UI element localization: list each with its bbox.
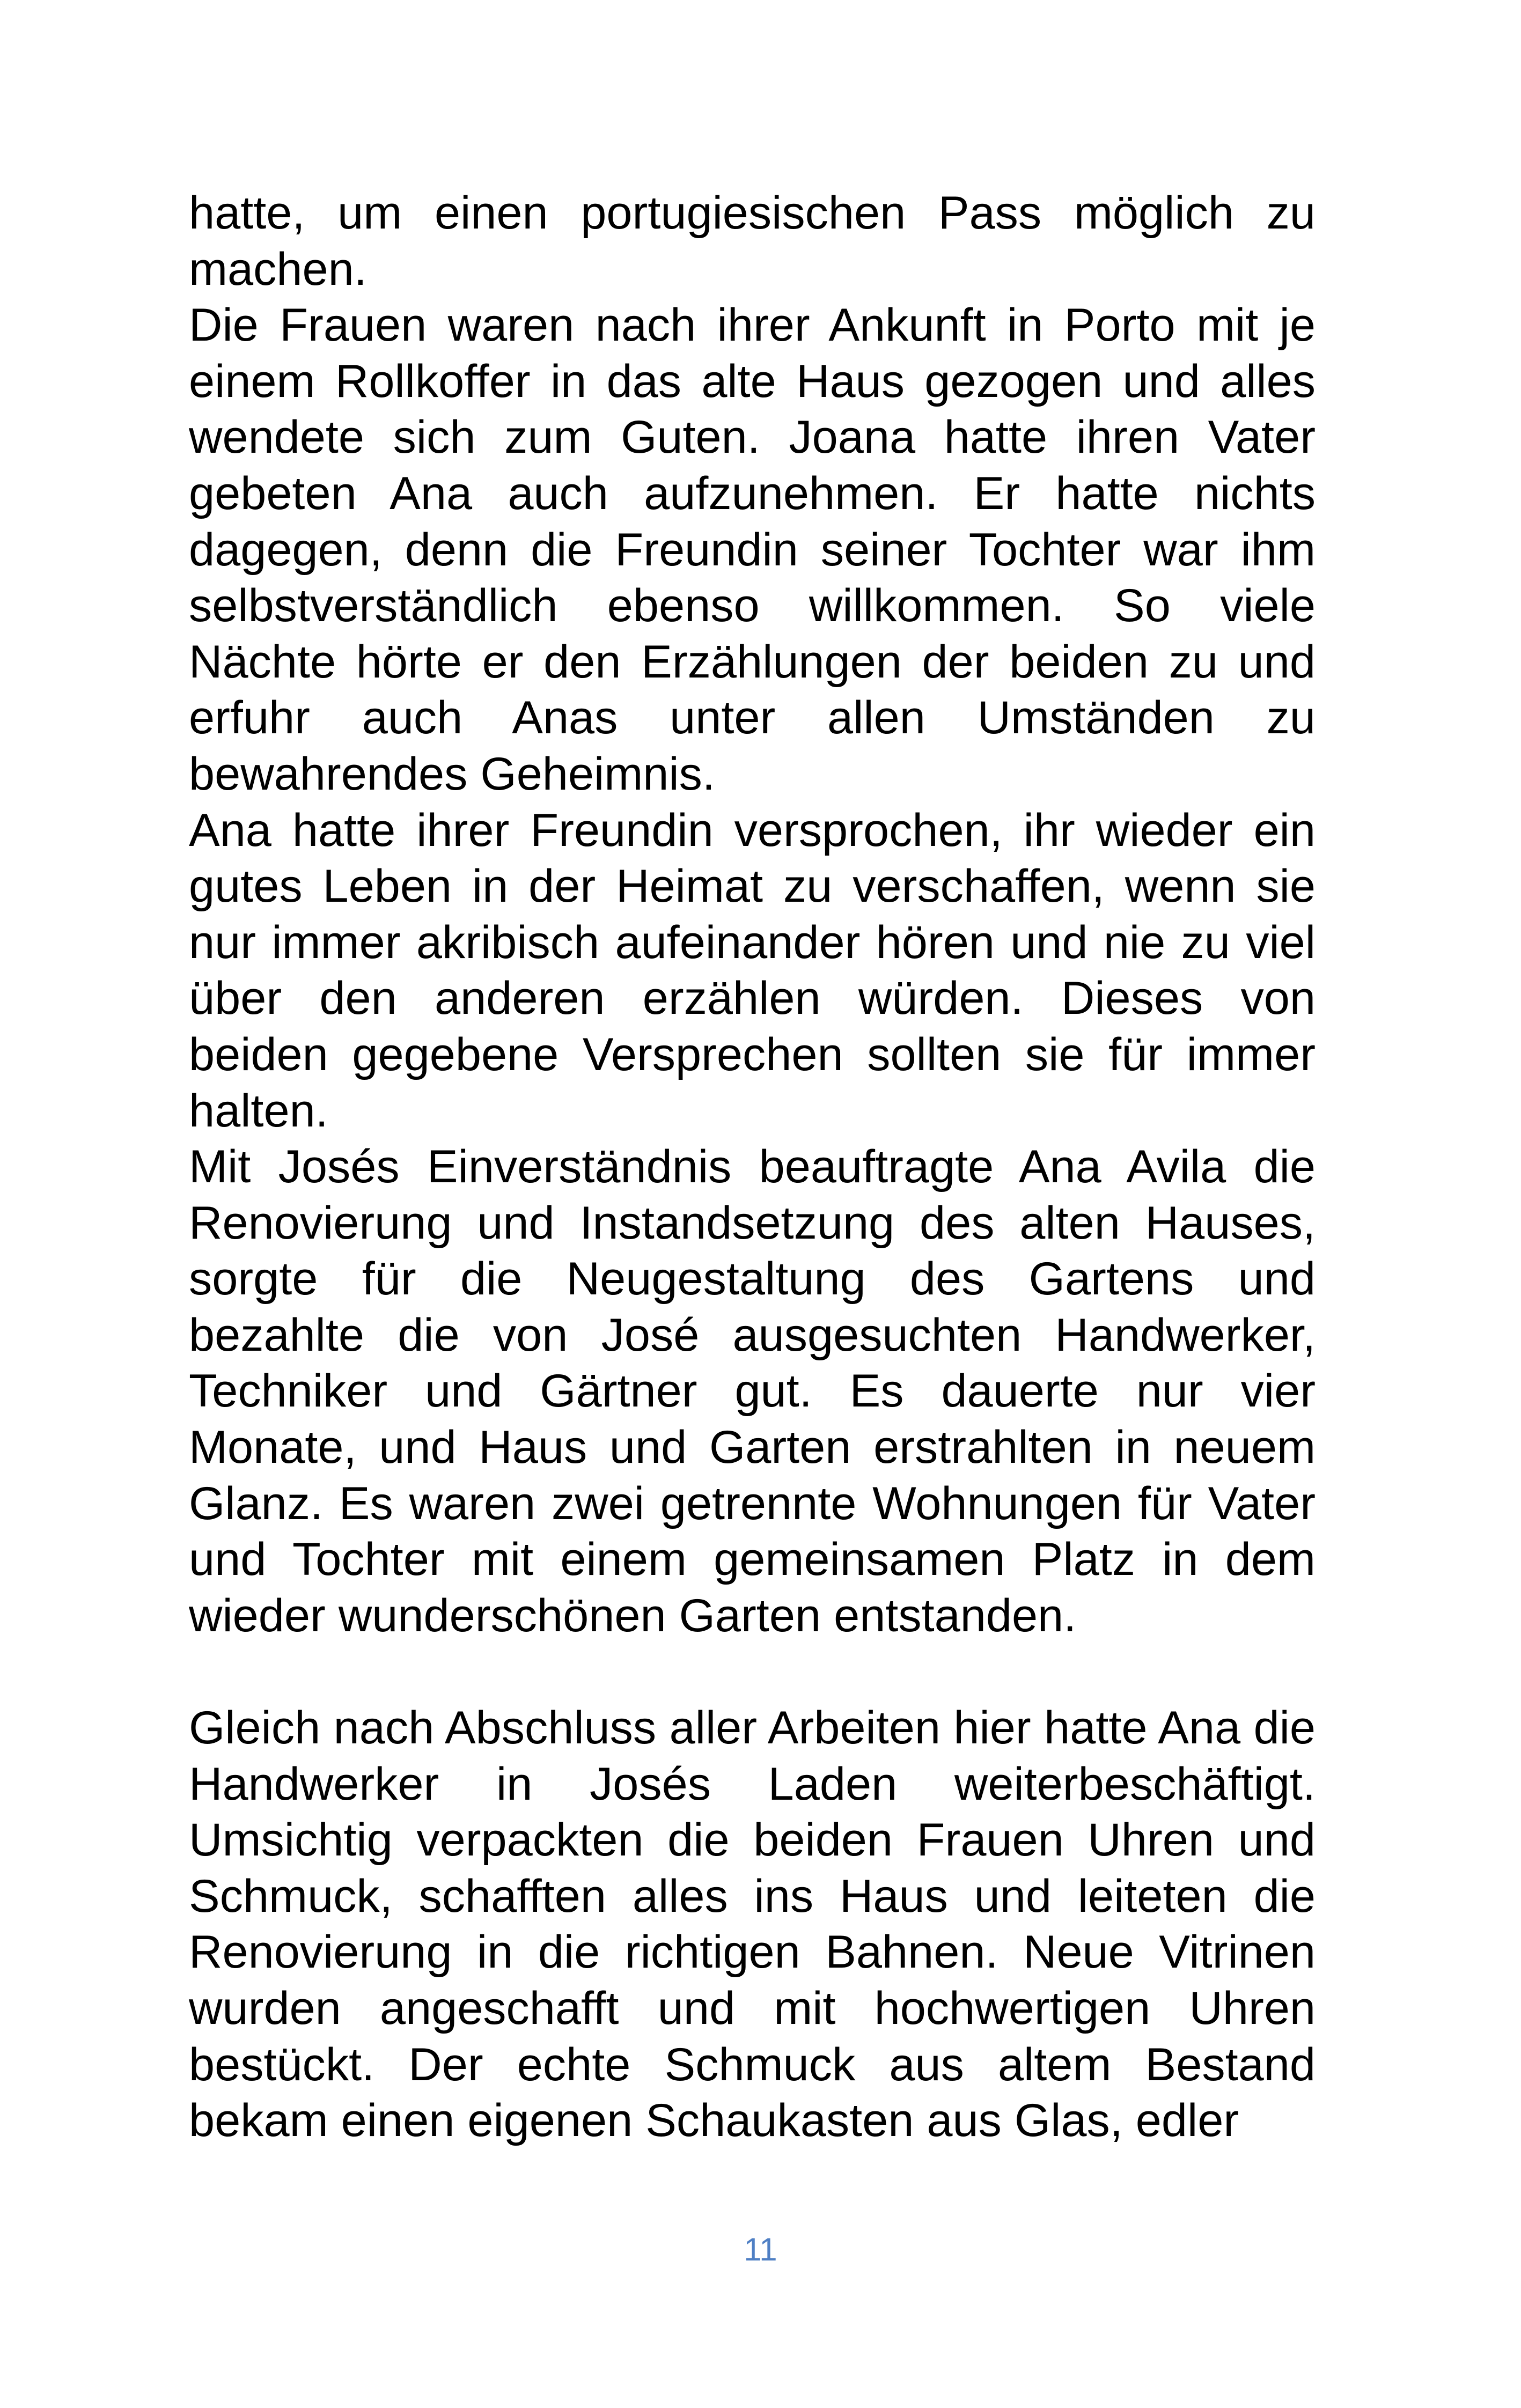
paragraph-1: hatte, um einen portugiesischen Pass möglich zu machen. bbox=[189, 187, 1316, 295]
paragraph-2: Die Frauen waren nach ihrer Ankunft in Porto mit je einem Rollkoffer in das alte Haus gezogen und alles wendete sich zum Guten. Joana hatte ihren Vater gebeten Ana auch aufzunehmen. Er hatte nichts dagegen, denn die Freundin seiner Tochter war ihm selbstverständlich ebenso willkommen. So viele Nächte hörte er den Erzählungen der beiden zu und erfuhr auch Anas unter allen Umständen zu bewahrendes Geheimnis. bbox=[189, 299, 1316, 800]
page-number: 11 bbox=[744, 2232, 777, 2267]
paragraph-spacer bbox=[189, 1644, 1316, 1700]
paragraph-5: Gleich nach Abschluss aller Arbeiten hier hatte Ana die Handwerker in Josés Laden weiterbeschäftigt. Umsichtig verpackten die beiden Frauen Uhren und Schmuck, schafften alles ins Haus und leiteten die Renovierung in die richtigen Bahnen. Neue Vitrinen wurden angeschafft und mit hochwertigen Uhren bestückt. Der echte Schmuck aus altem Bestand bekam einen eigenen Schaukasten aus Glas, edler bbox=[189, 1702, 1316, 2147]
paragraph-4: Mit Josés Einverständnis beauftragte Ana Avila die Renovierung und Instandsetzung des alten Hauses, sorgte für die Neugestaltung des Gartens und bezahlte die von José ausgesuchten Handwerker, Techniker und Gärtner gut. Es dauerte nur vier Monate, und Haus und Garten erstrahlten in neuem Glanz. Es waren zwei getrennte Wohnungen für Vater und Tochter mit einem gemeinsamen Platz in dem wieder wunderschönen Garten entstanden. bbox=[189, 1141, 1316, 1641]
body-text bbox=[189, 185, 1316, 2149]
paragraph-3: Ana hatte ihrer Freundin versprochen, ihr wieder ein gutes Leben in der Heimat zu verschaffen, wenn sie nur immer akribisch aufeinander hören und nie zu viel über den anderen erzählen würden. Dieses von beiden gegebene Versprechen sollten sie für immer halten. bbox=[189, 804, 1316, 1137]
